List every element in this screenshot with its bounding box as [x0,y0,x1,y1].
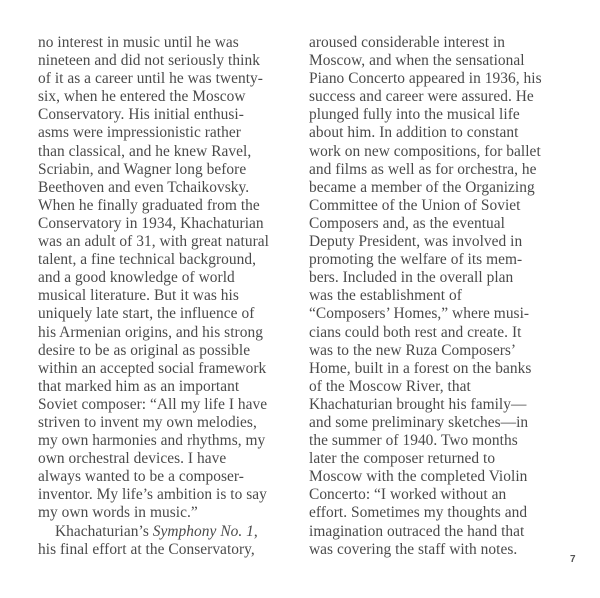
text-line: his final effort at the Conservatory, [38,540,255,558]
text-line: than classical, and he knew Ravel, [38,142,252,160]
text-line: Moscow with the completed Violin [309,468,528,486]
text-line: “Composers’ Homes,” where musi- [309,305,530,323]
text-line: six, when he entered the Moscow [38,88,246,106]
text-line: Concerto: “I worked without an [309,486,507,504]
text-line: about him. In addition to constant [309,124,519,142]
text-line: asms were impressionistic rather [38,124,241,142]
text-line: later the composer returned to [309,450,496,468]
text-line: was the establishment of [309,287,462,305]
text-line: and a good knowledge of world [38,269,235,287]
text-line: his Armenian origins, and his strong [38,323,263,341]
text-line: my own words in music.” [38,504,198,522]
text-line: within an accepted social framework [38,359,267,377]
text-column-right [309,34,579,559]
text-line: imagination outraced the hand that [309,522,525,540]
text-line: always wanted to be a composer- [38,468,244,486]
text-line: inventor. My life’s ambition is to say [38,486,267,504]
text-line: cians could both rest and create. It [309,323,522,341]
text-line: Beethoven and even Tchaikovsky. [38,178,250,196]
text-line: success and career were assured. He [309,88,534,106]
text-line: musical literature. But it was his [38,287,239,305]
text-line: Moscow, and when the sensational [309,52,525,70]
text-line: uniquely late start, the influence of [38,305,255,323]
text-line: of it as a career until he was twenty- [38,70,263,88]
text-line: Composers and, as the eventual [309,214,505,232]
text-line: and films as well as for orchestra, he [309,160,537,178]
text-line: Committee of the Union of Soviet [309,196,521,214]
text-line: no interest in music until he was [38,34,239,51]
text-line: Deputy President, was involved in [309,233,523,251]
text-line: my own harmonies and rhythms, my [38,432,266,450]
text-line: effort. Sometimes my thoughts and [309,504,528,522]
text-line: that marked him as an important [38,377,240,395]
text-line: and some preliminary sketches—in [309,413,529,431]
page-number: 7 [570,554,576,565]
text-column-left [38,34,298,559]
text-line: became a member of the Organizing [309,178,535,196]
text-line: bers. Included in the overall plan [309,269,514,287]
text-line: was an adult of 31, with great natural [38,233,269,251]
text-line: the summer of 1940. Two months [309,432,518,450]
text-line: Conservatory. His initial enthusi- [38,106,244,124]
text-line: work on new compositions, for ballet [309,142,541,160]
text-line: desire to be as original as possible [38,341,251,359]
text-line: Scriabin, and Wagner long before [38,160,247,178]
text-line: When he finally graduated from the [38,196,260,214]
text-line: striven to invent my own melodies, [38,413,257,431]
text-line: Piano Concerto appeared in 1936, his [309,70,542,88]
text-line: talent, a fine technical background, [38,251,257,269]
text-line: plunged fully into the musical life [309,106,520,124]
text-line: aroused considerable interest in [309,34,506,51]
paragraph-start-line [38,523,298,541]
text-line: Conservatory in 1934, Khachaturian [38,214,264,232]
text-line: nineteen and did not seriously think [38,52,260,70]
text-line: was to the new Ruza Composers’ [309,341,517,359]
text-line: Home, built in a forest on the banks [309,359,532,377]
text-line: was covering the staff with notes. [309,540,518,558]
text-line: of the Moscow River, that [309,377,471,395]
text-fragment: , [253,522,258,540]
text-line: own orchestral devices. I have [38,450,227,468]
text-line: Soviet composer: “All my life I have [38,395,268,413]
text-line: Khachaturian brought his family— [309,395,527,413]
text-fragment: Khachaturian’s [55,522,153,540]
text-line: promoting the welfare of its mem- [309,251,523,269]
work-title: Symphony No. 1 [152,522,254,540]
